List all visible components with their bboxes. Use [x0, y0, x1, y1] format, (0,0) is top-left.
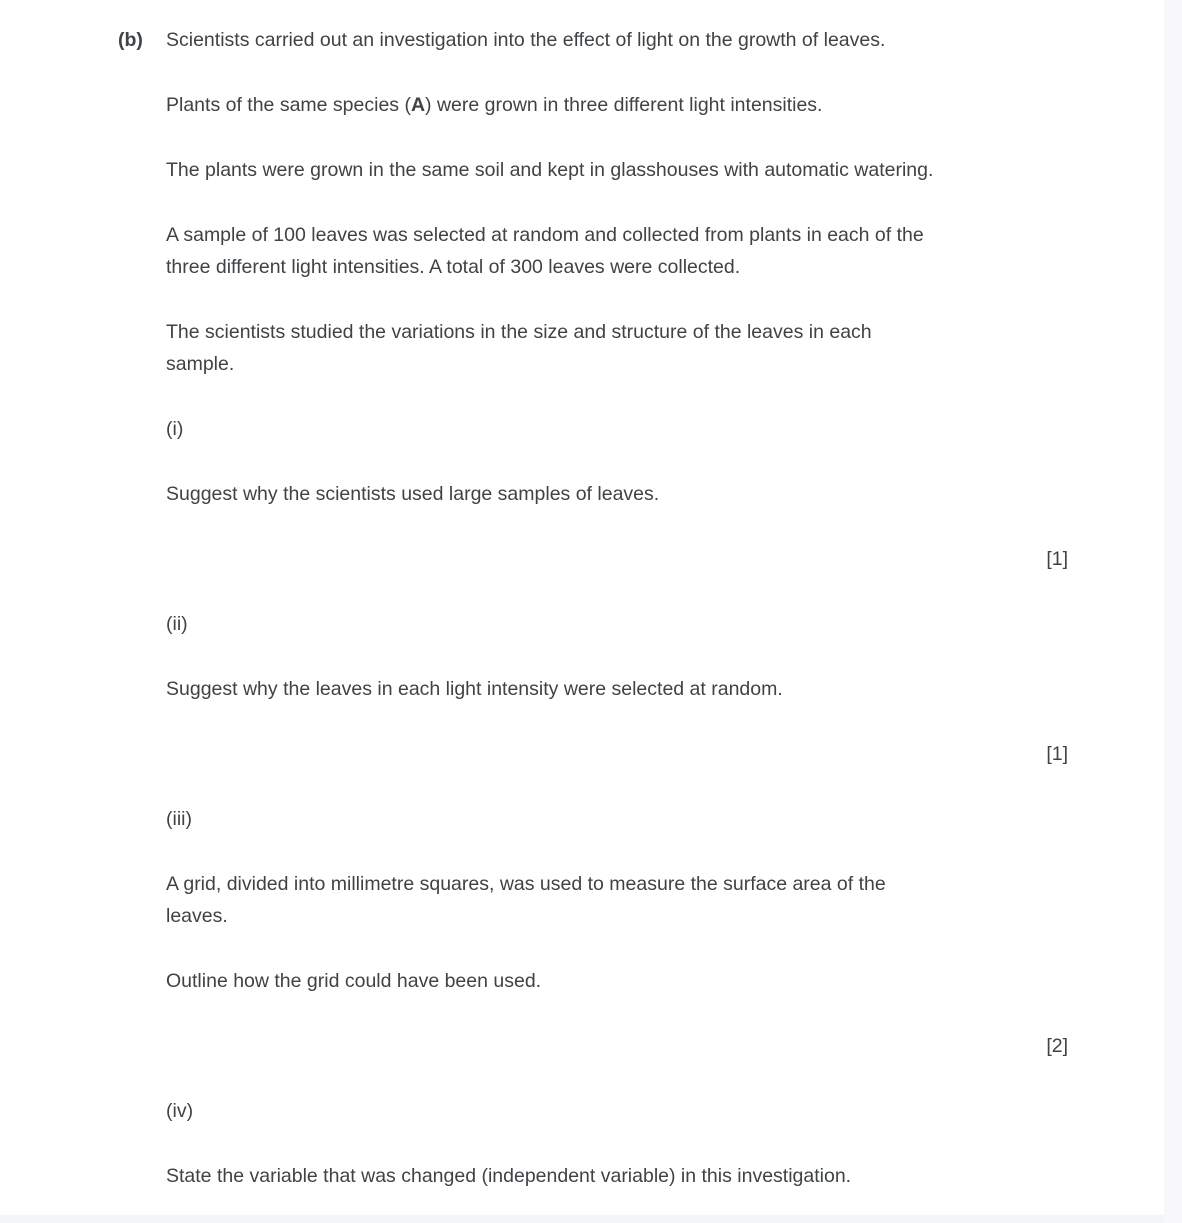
subquestion-i-label: (i)	[166, 418, 184, 440]
sample-paragraph	[166, 219, 1068, 283]
intro-paragraph: Scientists carried out an investigation into the effect of light on the growth of leaves.	[166, 29, 886, 51]
subquestion-ii-label: (ii)	[166, 613, 188, 635]
subquestion-iv-prompt: State the variable that was changed (independent variable) in this investigation.	[166, 1165, 852, 1187]
subquestion-ii-prompt: Suggest why the leaves in each light intensity were selected at random.	[166, 678, 783, 700]
sample-paragraph-line2: three different light intensities. A total of 300 leaves were collected.	[166, 256, 741, 278]
page-bottom-margin	[0, 1215, 1164, 1223]
subquestion-iii-setup-line1: A grid, divided into millimetre squares, was used to measure the surface area of the	[166, 873, 886, 895]
question-part-label: (b)	[118, 29, 143, 51]
species-letter-bold: A	[410, 94, 426, 116]
species-text-before: Plants of the same species (	[166, 94, 411, 116]
subquestion-iii-marks: [2]	[1046, 1035, 1068, 1057]
subquestion-iv-label: (iv)	[166, 1100, 194, 1122]
subquestion-iii-setup	[166, 868, 1068, 932]
question-body	[166, 24, 1068, 1192]
soil-paragraph: The plants were grown in the same soil and kept in glasshouses with automatic watering.	[166, 159, 934, 181]
subquestion-ii-marks: [1]	[1046, 743, 1068, 765]
sample-paragraph-line1: A sample of 100 leaves was selected at random and collected from plants in each of the	[166, 224, 924, 246]
study-paragraph-line1: The scientists studied the variations in the size and structure of the leaves in each	[166, 321, 872, 343]
subquestion-iii-setup-line2: leaves.	[166, 905, 228, 927]
study-paragraph	[166, 316, 1068, 380]
subquestion-i-prompt: Suggest why the scientists used large samples of leaves.	[166, 483, 660, 505]
subquestion-iii-prompt: Outline how the grid could have been used.	[166, 970, 542, 992]
subquestion-i-marks: [1]	[1046, 548, 1068, 570]
species-paragraph	[166, 89, 1068, 121]
subquestion-iii-label: (iii)	[166, 808, 192, 830]
species-text-after: ) were grown in three different light intensities.	[425, 94, 823, 116]
study-paragraph-line2: sample.	[166, 353, 235, 375]
page-right-margin	[1164, 0, 1182, 1223]
